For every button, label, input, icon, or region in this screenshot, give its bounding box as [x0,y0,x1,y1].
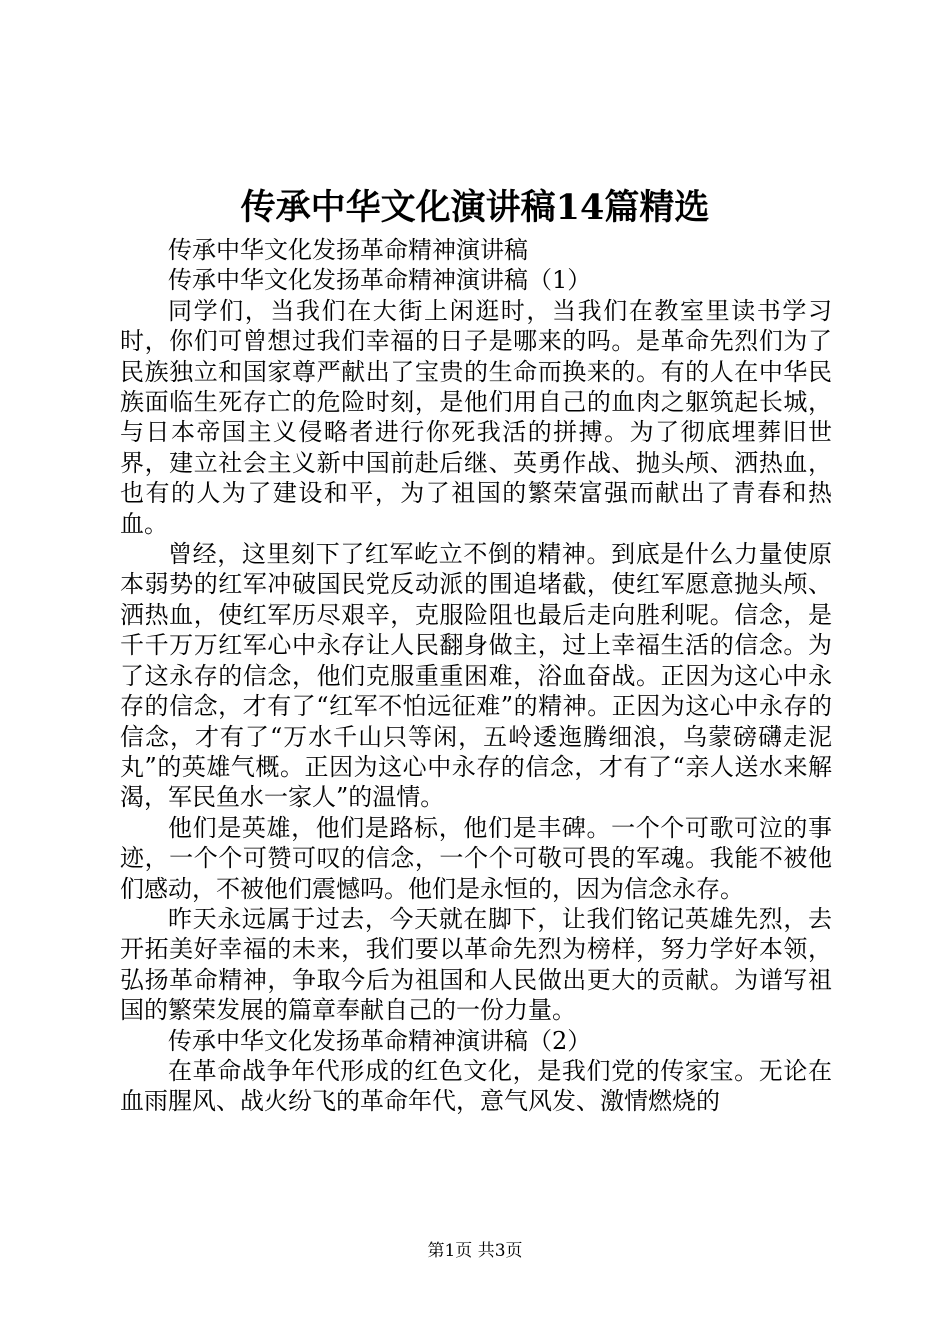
paragraph: 同学们，当我们在大街上闲逛时，当我们在教室里读书学习时，你们可曾想过我们幸福的日子是哪来的吗。是革命先烈们为了民族独立和国家尊严献出了宝贵的生命而换来的。有的人在中华民族面临生死存亡的危险时刻，是他们用自己的血肉之躯筑起长城，与日本帝国主义侵略者进行你死我活的拼搏。为了彻底埋葬旧世界，建立社会主义新中国前赴后继、英勇作战、抛头颅、洒热血，也有的人为了建设和平，为了祖国的繁荣富强而献出了青春和热血。 [120,296,832,538]
paragraph: 昨天永远属于过去，今天就在脚下，让我们铭记英雄先烈，去开拓美好幸福的未来，我们要以革命先烈为榜样，努力学好本领，弘扬革命精神，争取今后为祖国和人民做出更大的贡献。为谱写祖国的繁荣发展的篇章奉献自己的一份力量。 [120,904,832,1025]
document-body [120,235,832,1117]
paragraph: 他们是英雄，他们是路标，他们是丰碑。一个个可歌可泣的事迹，一个个可赞可叹的信念，一个个可敬可畏的军魂。我能不被他们感动，不被他们震憾吗。他们是永恒的，因为信念永存。 [120,813,832,903]
document-title: 传承中华文化演讲稿14篇精选 [240,187,710,228]
paragraph-heading: 传承中华文化发扬革命精神演讲稿 [168,236,528,264]
paragraph: 曾经，这里刻下了红军屹立不倒的精神。到底是什么力量使原本弱势的红军冲破国民党反动派的围追堵截，使红军愿意抛头颅、洒热血，使红军历尽艰辛，克服险阻也最后走向胜利呢。信念，是千千万万红军心中永存让人民翻身做主，过上幸福生活的信念。为了这永存的信念，他们克服重重困难，浴血奋战。正因为这心中永存的信念，才有了“红军不怕远征难”的精神。正因为这心中永存的信念，才有了“万水千山只等闲，五岭逶迤腾细浪，乌蒙磅礴走泥丸”的英雄气概。正因为这心中永存的信念，才有了“亲人送水来解渴，军民鱼水一家人”的温情。 [120,540,832,812]
paragraph-subheading-2: 传承中华文化发扬革命精神演讲稿（2） [168,1026,592,1055]
page-footer: 第1页 共3页 [427,1241,523,1261]
paragraph-subheading-1: 传承中华文化发扬革命精神演讲稿（1） [168,266,592,295]
paragraph: 在革命战争年代形成的红色文化，是我们党的传家宝。无论在血雨腥风、战火纷飞的革命年代，意气风发、激情燃烧的 [120,1056,832,1116]
